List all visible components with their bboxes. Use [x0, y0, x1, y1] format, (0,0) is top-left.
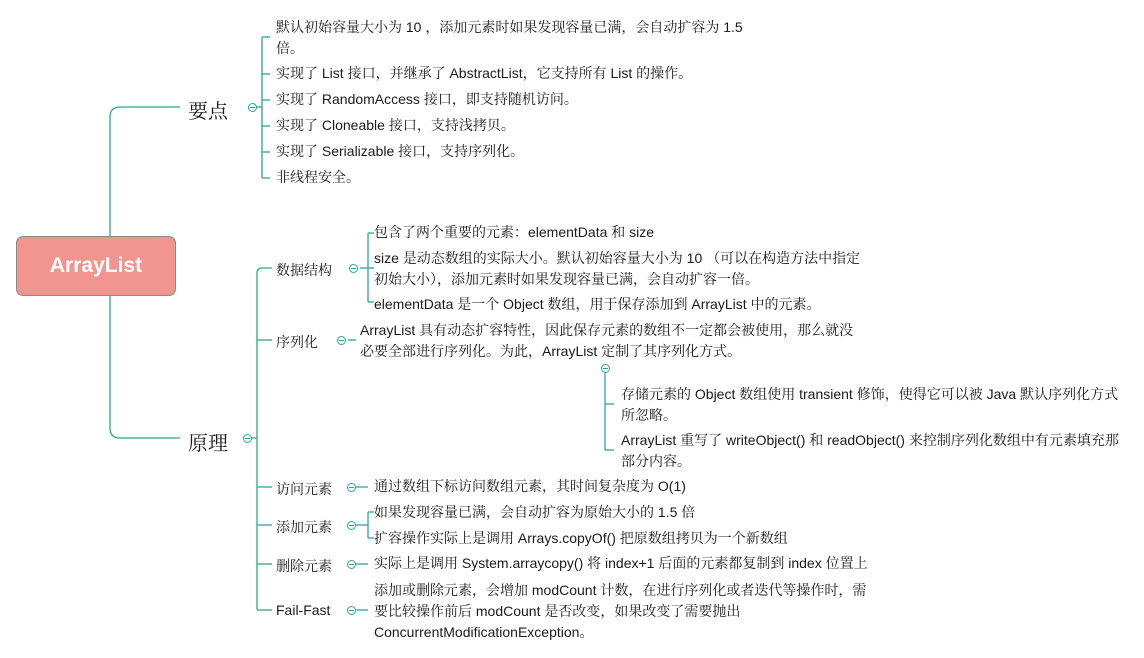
add-item[interactable]: 如果发现容量已满，会自动扩容为原始大小的 1.5 倍 — [374, 504, 696, 520]
node-data-structure[interactable]: 数据结构 — [276, 262, 332, 278]
collapse-toggle-icon[interactable] — [601, 364, 610, 373]
branch-label: 要点 — [188, 101, 228, 123]
node-access[interactable]: 访问元素 — [276, 481, 332, 497]
collapse-toggle-icon[interactable] — [347, 521, 356, 530]
point-item[interactable]: 实现了 Cloneable 接口，支持浅拷贝。 — [276, 117, 515, 133]
node-add[interactable]: 添加元素 — [276, 519, 332, 535]
collapse-toggle-icon[interactable] — [337, 336, 346, 345]
node-serialization[interactable]: 序列化 — [276, 334, 318, 350]
branch-label: 原理 — [188, 433, 228, 455]
point-item[interactable]: 实现了 Serializable 接口，支持序列化。 — [276, 143, 525, 159]
serialization-text[interactable]: ArrayList 具有动态扩容特性，因此保存元素的数组不一定都会被使用，那么就没必要全部进行序列化。为此，ArrayList 定制了其序列化方式。 — [360, 322, 854, 359]
data-structure-item[interactable]: elementData 是一个 Object 数组，用于保存添加到 ArrayList 中的元素。 — [374, 296, 821, 312]
node-remove[interactable]: 删除元素 — [276, 558, 332, 574]
access-item[interactable]: 通过数组下标访问数组元素，其时间复杂度为 O(1) — [374, 478, 686, 494]
point-item[interactable]: 非线程安全。 — [276, 169, 360, 185]
add-item[interactable]: 扩容操作实际上是调用 Arrays.copyOf() 把原数组拷贝为一个新数组 — [374, 530, 788, 546]
point-item[interactable]: 默认初始容量大小为 10 ，添加元素时如果发现容量已满，会自动扩容为 1.5 倍。 — [276, 19, 743, 56]
collapse-toggle-icon[interactable] — [347, 606, 356, 615]
point-item[interactable]: 实现了 List 接口，并继承了 AbstractList，它支持所有 List 的操作。 — [276, 65, 693, 81]
point-item[interactable]: 实现了 RandomAccess 接口，即支持随机访问。 — [276, 91, 578, 107]
collapse-toggle-icon[interactable] — [347, 560, 356, 569]
data-structure-item[interactable]: 包含了两个重要的元素：elementData 和 size — [374, 224, 655, 240]
root-node[interactable] — [16, 236, 176, 296]
data-structure-item[interactable]: size 是动态数组的实际大小。默认初始容量大小为 10 （可以在构造方法中指定初始大小），添加元素时如果发现容量已满，会自动扩容一倍。 — [374, 250, 861, 287]
collapse-toggle-icon[interactable] — [248, 103, 257, 112]
collapse-toggle-icon[interactable] — [243, 434, 252, 443]
branch-points[interactable] — [188, 95, 228, 124]
collapse-toggle-icon[interactable] — [347, 483, 356, 492]
node-fail-fast[interactable]: Fail-Fast — [276, 602, 331, 618]
serialization-item[interactable]: 存储元素的 Object 数组使用 transient 修饰，使得它可以被 Java 默认序列化方式所忽略。 — [621, 386, 1119, 423]
remove-item[interactable]: 实际上是调用 System.arraycopy() 将 index+1 后面的元素都复制到 index 位置上 — [374, 555, 868, 571]
fail-fast-item[interactable]: 添加或删除元素，会增加 modCount 计数，在进行序列化或者迭代等操作时，需要比较操作前后 modCount 是否改变，如果改变了需要抛出 ConcurrentModificationException。 — [374, 582, 867, 640]
branch-principle[interactable] — [188, 427, 228, 456]
collapse-toggle-icon[interactable] — [349, 264, 358, 273]
serialization-item[interactable]: ArrayList 重写了 writeObject() 和 readObject() 来控制序列化数组中有元素填充那部分内容。 — [621, 432, 1119, 469]
root-label: ArrayList — [49, 254, 143, 277]
